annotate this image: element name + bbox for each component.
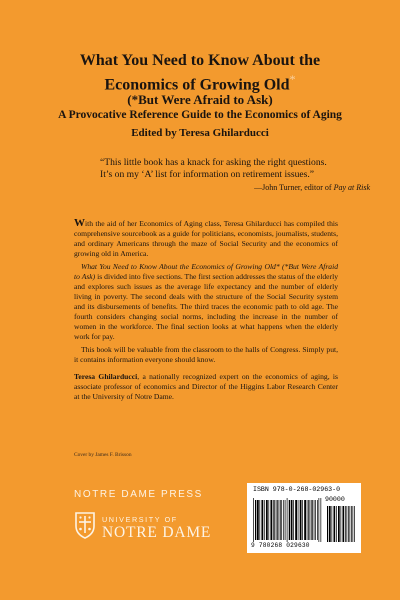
description-paragraph-2	[74, 262, 338, 342]
subtitle-parenthetical: (*But Were Afraid to Ask)	[127, 92, 273, 107]
barcode-bar	[279, 500, 280, 540]
endorsement-quote	[100, 157, 370, 194]
barcode-bar	[287, 498, 288, 542]
title-asterisk: *	[289, 72, 296, 86]
barcode-bar	[304, 500, 306, 540]
barcode-addon-bar	[348, 506, 349, 542]
barcode-bar	[321, 498, 322, 542]
press-name: NOTRE DAME PRESS	[74, 489, 203, 500]
barcode-addon-bar	[341, 506, 342, 542]
barcode-addon-bar	[329, 506, 331, 542]
barcode-bar	[253, 498, 254, 542]
barcode-bar	[289, 500, 290, 540]
barcode-bar	[270, 500, 272, 540]
barcode-addon-bar	[353, 506, 354, 542]
barcode-bar	[307, 500, 308, 540]
barcode-bar	[273, 500, 274, 540]
barcode-bar	[283, 500, 284, 540]
barcode-bar	[276, 500, 277, 540]
barcode-addon-bar	[336, 506, 337, 542]
barcode-bar	[259, 500, 260, 540]
barcode-bar	[261, 500, 263, 540]
barcode-bar	[274, 500, 275, 540]
barcode-addon-bar	[354, 506, 355, 542]
barcode-bar	[255, 500, 256, 540]
p2-text: is divided into five sections. The first section addresses the status of the elderly and explores such issues as the average life expectancy and the number of elderly living in poverty. The second deals with the structure of the Social Security system and its disbursements of benefits. The third traces the economic path to old age. The fourth considers changing social norms, including the increase in the number of women in the workforce. The final section looks at what happens when the elderly work for pay.	[74, 272, 338, 341]
p2-title: What You Need to Know About the Economics of Growing Old* (*But Were Afraid to Ask)	[74, 262, 338, 281]
barcode-bar	[312, 500, 313, 540]
quote-attribution	[100, 182, 370, 194]
barcode-addon-bar	[345, 506, 346, 542]
barcode-addon-bar	[343, 506, 345, 542]
barcode-bar	[317, 500, 318, 540]
barcode-bar	[300, 500, 302, 540]
barcode-addon-bar	[351, 506, 352, 542]
barcode-bars-icon	[251, 496, 357, 542]
university-name-text: NOTRE DAME	[102, 524, 212, 541]
barcode-bar	[277, 500, 278, 540]
barcode-addon-bar	[338, 506, 340, 542]
barcode-addon-bar	[327, 506, 328, 542]
barcode-bar	[295, 500, 297, 540]
description-paragraph-3: This book will be valuable from the classroom to the halls of Congress. Simply put, it contains information everyone should know.	[74, 345, 338, 364]
subtitle-guide: A Provocative Reference Guide to the Economics of Aging	[58, 109, 342, 121]
cover-design-credit: Cover by James F. Brisson	[74, 452, 132, 458]
barcode-bar	[285, 500, 286, 540]
author-bio	[74, 372, 338, 402]
barcode-bar	[264, 500, 265, 540]
barcode-bar	[319, 498, 320, 542]
title-line-2-text: Economics of Growing Old	[104, 76, 290, 94]
quote-line-2: It’s on my ‘A’ list for information on retirement issues.”	[100, 169, 315, 180]
barcode-addon-bar	[332, 506, 333, 542]
book-description	[74, 218, 338, 405]
p1-text: ith the aid of her Economics of Aging class, Teresa Ghilarducci has compiled this comprehensive sourcebook as a guide for politicians, economists, journalists, students, and ordinary Americans through the maze of Social Security and the economics of growing old in America.	[74, 219, 338, 258]
description-paragraph-1	[74, 218, 338, 259]
barcode-bar	[268, 500, 269, 540]
university-crest-icon	[74, 511, 96, 539]
barcode-addon-bar	[350, 506, 351, 542]
attribution-work: Pay at Risk	[333, 183, 370, 192]
author-bio-text: , a nationally recognized expert on the economics of aging, is associate professor of economics and Director of the Higgins Labor Research Center at the University of Notre Dame.	[74, 372, 338, 401]
title-line-1: What You Need to Know About the	[79, 52, 321, 69]
title-line-2	[40, 70, 360, 94]
barcode-bar	[314, 500, 315, 540]
isbn-barcode	[247, 483, 361, 553]
university-of-text: UNIVERSITY OF	[102, 515, 178, 524]
barcode-bar	[266, 500, 268, 540]
barcode-bar	[257, 500, 259, 540]
barcode-bar	[308, 500, 309, 540]
isbn-number: ISBN 978-0-268-02963-0	[253, 486, 341, 493]
barcode-bar	[311, 500, 312, 540]
barcode-bar	[302, 500, 303, 540]
barcode-bar	[281, 500, 282, 540]
barcode-bar	[315, 500, 316, 540]
barcode-bar	[298, 500, 299, 540]
attribution-prefix: —John Turner, editor of	[254, 183, 334, 192]
quote-line-1: “This little book has a knack for asking the right questions.	[100, 157, 327, 168]
barcode-bar	[280, 500, 281, 540]
drop-cap: W	[74, 217, 85, 229]
author-name: Teresa Ghilarducci	[74, 372, 138, 381]
barcode-addon-bar	[347, 506, 348, 542]
barcode-bar	[293, 500, 294, 540]
editor-credit: Edited by Teresa Ghilarducci	[131, 127, 269, 139]
university-logo	[70, 508, 250, 546]
barcode-addon-bar	[334, 506, 336, 542]
book-title	[40, 52, 360, 94]
barcode-bar	[310, 500, 311, 540]
ean-digits: 9 780268 029630	[251, 542, 310, 549]
price-addon-digits: 90000	[325, 496, 345, 503]
barcode-bar	[291, 500, 293, 540]
